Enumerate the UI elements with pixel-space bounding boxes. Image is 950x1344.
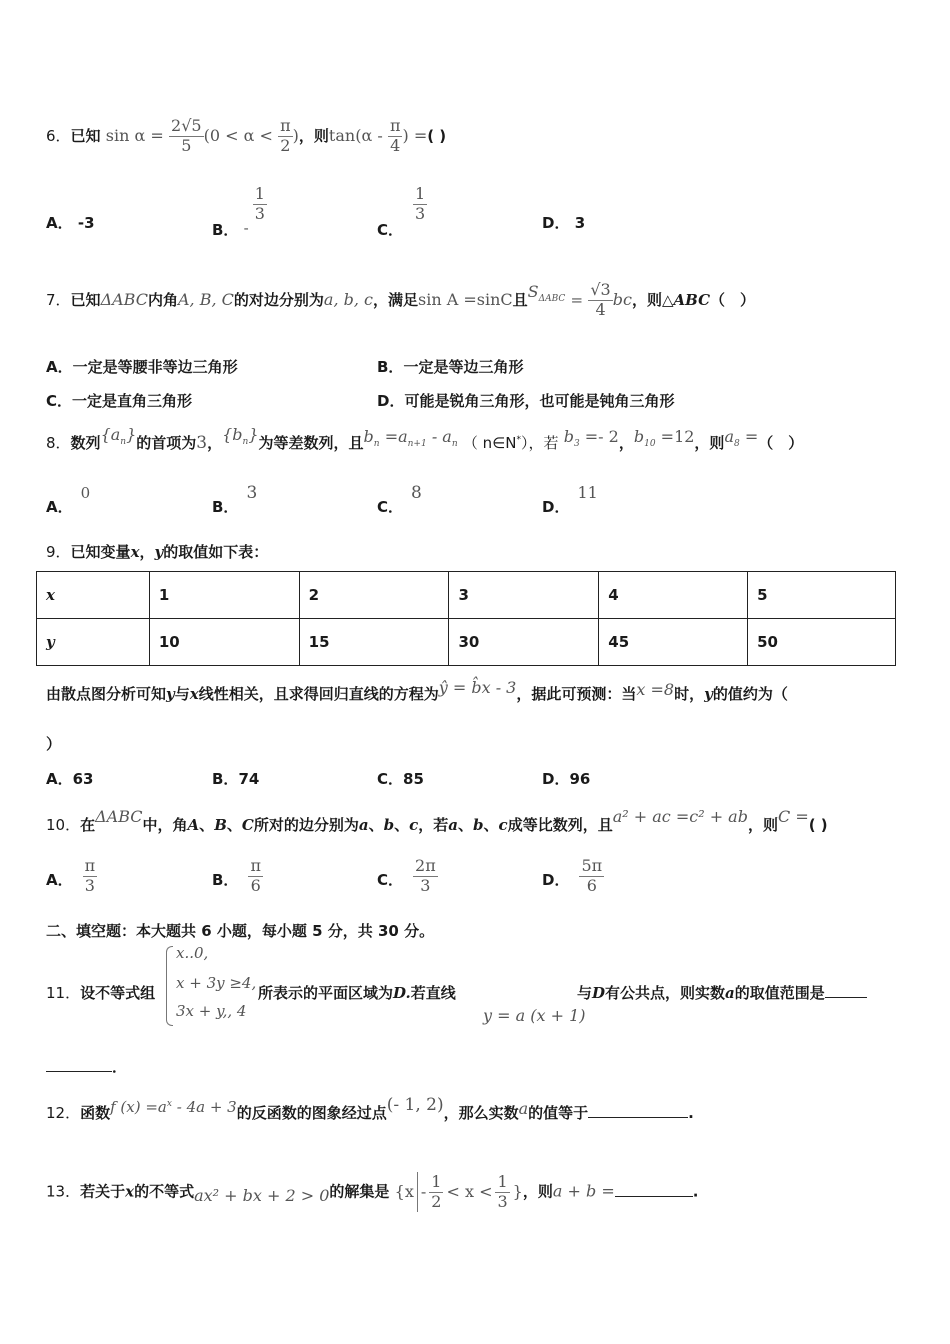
q6-condition-close: ) — [292, 125, 299, 145]
q12-point: (- 1, 2) — [386, 1095, 444, 1115]
q7-lead: 已知 — [70, 290, 101, 309]
q8-rel-minus: - a — [431, 427, 452, 446]
q10-lead: 在 — [80, 816, 96, 834]
q10-text-4: 成等比数列，且 — [507, 816, 613, 834]
q8-rel-sub2: n — [451, 439, 458, 450]
q6-option-b-den: 3 — [254, 203, 265, 223]
q7-option-c-text: 一定是直角三角形 — [72, 392, 193, 410]
q10-dun-6: 、 — [483, 816, 499, 834]
q9-s1: 由散点图分析可知 — [46, 685, 167, 703]
q6-frac-den: 5 — [181, 135, 192, 155]
q11-ineq-3: 3x + y,, 4 — [176, 1002, 247, 1020]
q10-angle-c: C — [241, 816, 254, 834]
table-cell: 1 — [149, 572, 299, 619]
q11-end: ． — [112, 1058, 128, 1076]
q11-ineq-2: x + 3y ≥4, — [176, 974, 257, 992]
q6-option-a-value: -3 — [77, 214, 95, 232]
q10-angle-a: A — [187, 816, 200, 834]
q12-number: 12． — [46, 1104, 81, 1122]
q7-area-bc: bc — [612, 289, 632, 309]
q10-text-2: 所对的边分别为 — [253, 816, 359, 834]
q10-dun-2: 、 — [226, 816, 242, 834]
q8-b3-symbol: b — [563, 427, 574, 446]
q9-option-a-label: A． — [46, 770, 73, 788]
q8-condition — [463, 434, 559, 452]
q8-text-3: 为等差数列，且 — [258, 434, 364, 452]
q6-comma: ，则 — [298, 126, 329, 145]
q8-first-term: 3 — [196, 433, 208, 453]
q13-end: . — [692, 1182, 699, 1201]
q9-option-d[interactable] — [542, 768, 590, 789]
q9-close-paren: ） — [46, 735, 62, 753]
q9-table-body — [37, 572, 896, 666]
q13-set-open: {x — [394, 1181, 414, 1201]
q8-rel-eq: =a — [384, 427, 408, 446]
q9-number: 9． — [46, 543, 71, 561]
q7-sine-equation: sin A =sinC — [418, 289, 513, 309]
q8-seq-b-symbol: {b — [222, 425, 243, 444]
q10-side-c-2: c — [498, 816, 508, 834]
q10-dun-1: 、 — [199, 816, 215, 834]
q10-option-b[interactable] — [212, 858, 263, 895]
q8-b3-value: =- 2 — [584, 427, 619, 446]
q9-option-a[interactable] — [46, 768, 93, 789]
q8-rel-b-sub: n — [373, 439, 380, 450]
q6-tan-expr: tan(α - — [328, 125, 383, 145]
q10-option-b-num: π — [250, 856, 261, 875]
q6-option-c-label: C． — [377, 220, 404, 239]
question-13 — [46, 1172, 698, 1212]
q13-lead: 若关于 — [80, 1182, 126, 1201]
q6-option-d-value: 3 — [574, 214, 586, 232]
q13-frac-1-num: 1 — [431, 1171, 442, 1191]
q9-lead: 已知变量 — [70, 543, 131, 561]
q8-rel-b: b — [363, 427, 374, 446]
q13-frac-1 — [429, 1171, 443, 1211]
q11-region-d: D. — [393, 984, 411, 1002]
q7-area-equals: = — [570, 290, 584, 309]
q6-option-b-fraction — [253, 186, 267, 223]
q8-text-1: 的首项为 — [136, 434, 197, 452]
q7-triangle: ΔABC — [100, 289, 148, 309]
q13-text-1: 的不等式 — [134, 1182, 195, 1201]
q9-option-a-value: 63 — [72, 770, 94, 788]
q11-left-brace — [166, 946, 173, 1026]
q8-option-a-label: A． — [46, 498, 73, 516]
q6-option-d[interactable] — [542, 212, 585, 233]
q7-option-c[interactable] — [46, 390, 192, 411]
q10-dun-3: 、 — [368, 816, 384, 834]
q7-option-a-text: 一定是等腰非等边三角形 — [72, 358, 238, 376]
q9-x-value: x =8 — [636, 680, 675, 699]
q10-option-a-num: π — [84, 856, 96, 875]
q9-s-y2: y — [704, 685, 713, 703]
q7-text-1: 内角 — [147, 290, 178, 309]
q7-text-5: ，则△ — [631, 290, 674, 309]
q8-option-d-label: D． — [542, 498, 570, 516]
q8-b10-symbol: b — [633, 427, 645, 446]
q10-side-a: a — [358, 816, 369, 834]
q10-side-b-2: b — [473, 816, 484, 834]
q6-tan-num: π — [389, 116, 401, 135]
q11-lead: 设不等式组 — [80, 984, 156, 1002]
q13-solution-set — [394, 1171, 523, 1211]
table-cell: 45 — [599, 619, 748, 666]
q11-number: 11． — [46, 984, 81, 1002]
q11-ineq-1: x..0, — [176, 944, 209, 962]
q10-dun-4: 、 — [394, 816, 410, 834]
q8-rel-sub1: n+1 — [407, 439, 427, 450]
q6-condition-open: (0 < α < — [203, 125, 273, 145]
q6-pi-num: π — [280, 116, 291, 135]
q11-text-part-1 — [258, 982, 456, 1003]
q12-var-a: a — [518, 1099, 529, 1118]
q9-s2: 与 — [174, 685, 190, 703]
q8-separator: ， — [618, 434, 634, 452]
q11-region-d-2: D — [592, 984, 606, 1002]
q6-option-a-label: A． — [46, 214, 73, 232]
q8-option-c-value: 8 — [411, 483, 422, 503]
q6-option-a[interactable] — [46, 212, 95, 233]
q9-option-b-label: B． — [212, 770, 239, 788]
q7-triangle-bold: ABC — [673, 290, 711, 309]
q11-var-a: a — [725, 984, 735, 1002]
question-8 — [46, 425, 804, 455]
q11-text-1: 所表示的平面区域为 — [258, 984, 394, 1002]
question-7 — [46, 282, 755, 319]
q9-option-d-label: D． — [542, 770, 570, 788]
q8-cond-text: （ n∈N — [462, 434, 517, 452]
q6-option-c-num: 1 — [415, 184, 426, 203]
table-cell: 4 — [599, 572, 748, 619]
q10-angle-b: B — [214, 816, 227, 834]
q6-sin-lhs: sin α = — [105, 125, 164, 145]
q9-s3: 线性相关，且求得回归直线的方程为 — [198, 685, 439, 703]
q7-option-d-label: D． — [377, 392, 405, 410]
q6-tan-close: ) = — [402, 125, 428, 145]
q6-option-b-num: 1 — [254, 184, 265, 203]
q6-answer-paren: ( ) — [427, 126, 447, 145]
q13-number: 13． — [46, 1182, 81, 1201]
q8-option-a-value: 0 — [80, 484, 91, 502]
q10-option-c-label: C． — [377, 870, 404, 889]
q9-values-table — [36, 571, 896, 666]
q9-regression-equation: ŷ = b̂x - 3 — [438, 678, 517, 697]
q8-option-b-value: 3 — [246, 483, 258, 503]
q8-cond-sup: * — [516, 435, 521, 445]
q13-answer-blank[interactable] — [615, 1196, 693, 1197]
q12-answer-blank[interactable] — [588, 1117, 688, 1118]
q9-option-c[interactable] — [377, 768, 424, 789]
q10-side-c: c — [409, 816, 419, 834]
q8-seq-a — [100, 425, 137, 448]
q11-text-3: 与 — [577, 984, 593, 1002]
q13-text-2: 的解集是 — [329, 1182, 390, 1201]
q8-option-c-label: C． — [377, 498, 404, 516]
q7-area — [527, 281, 566, 304]
q10-option-b-den: 6 — [250, 875, 261, 895]
table-cell: 3 — [449, 572, 599, 619]
q7-area-num: √3 — [590, 280, 611, 299]
q7-text-3: ，满足 — [373, 290, 419, 309]
q13-sum-expression: a + b = — [552, 1181, 615, 1201]
q8-number: 8． — [46, 434, 71, 452]
q13-set-close: } — [512, 1181, 523, 1201]
q6-pi-den: 2 — [280, 135, 291, 155]
q7-text-4: 且 — [512, 290, 528, 309]
q8-option-b[interactable] — [212, 482, 258, 516]
q6-option-c-den: 3 — [415, 203, 426, 223]
q12-text-3: 的值等于 — [528, 1104, 589, 1122]
q8-answer-paren: （ ） — [758, 434, 804, 452]
q13-set-bar — [417, 1172, 418, 1212]
q6-tan-fraction — [388, 118, 403, 155]
q8-b3 — [563, 427, 619, 450]
table-row — [37, 572, 896, 619]
q11-text-4: 有公共点，则实数 — [605, 984, 726, 1002]
q12-function-exp: x — [166, 1099, 172, 1109]
q8-seq-b-close: } — [248, 425, 259, 444]
table-cell: 5 — [748, 572, 896, 619]
q6-frac-num: 2√5 — [171, 116, 202, 135]
q8-option-b-label: B． — [212, 498, 239, 516]
q10-option-c-num: 2π — [415, 856, 436, 875]
table-cell: 50 — [748, 619, 896, 666]
q10-option-a[interactable] — [46, 858, 97, 895]
q9-statement — [46, 678, 788, 704]
q9-option-c-value: 85 — [403, 770, 424, 788]
q7-option-b-text: 一定是等边三角形 — [403, 358, 524, 376]
q8-text-2: ， — [207, 434, 223, 452]
q10-equation: a² + ac =c² + ab — [612, 807, 748, 826]
q6-value-fraction — [169, 118, 204, 155]
table-row-header: y — [37, 619, 150, 666]
q12-function-base: f (x) =a — [110, 1098, 167, 1116]
q7-option-c-label: C． — [46, 392, 73, 410]
q10-side-b: b — [383, 816, 395, 834]
q13-set-mid: < x < — [446, 1181, 493, 1201]
q8-b10-value: =12 — [660, 427, 695, 446]
q8-seq-a-symbol: {a — [100, 425, 121, 444]
q10-dun-5: 、 — [458, 816, 474, 834]
q6-number: 6． — [46, 126, 71, 145]
q11-answer-blank-1[interactable] — [825, 997, 867, 998]
q8-option-d-value: 11 — [577, 483, 598, 502]
q9-tail: 的取值如下表： — [163, 543, 269, 561]
q9-var-x: x — [130, 543, 140, 561]
q10-c-equals: C = — [777, 807, 809, 826]
q13-frac-1-den: 2 — [431, 1191, 442, 1211]
q11-line-equation: y = a (x + 1) — [483, 1006, 586, 1025]
q9-option-c-label: C． — [377, 770, 404, 788]
q7-number: 7． — [46, 290, 71, 309]
q12-text-1: 的反函数的图象经过点 — [236, 1104, 387, 1122]
q6-option-b[interactable] — [212, 184, 267, 239]
q13-inequality: ax² + bx + 2 > 0 — [194, 1185, 330, 1205]
q11-text-2: 若直线 — [410, 984, 456, 1002]
q6-pi-fraction — [278, 118, 293, 155]
q11-text-5: 的取值范围是 — [734, 984, 825, 1002]
q9-var-y: y — [154, 543, 164, 561]
q8-a8-symbol: a — [724, 427, 734, 446]
q10-option-a-label: A． — [46, 870, 73, 889]
q8-option-d[interactable] — [542, 482, 598, 516]
q10-text-1: 中，角 — [142, 816, 188, 834]
q11-answer-blank-2[interactable] — [46, 1057, 112, 1072]
q9-s-y: y — [166, 685, 175, 703]
q8-a8-equals: = — [744, 427, 759, 446]
q10-option-d[interactable] — [542, 858, 604, 895]
q13-frac-2-den: 3 — [497, 1191, 508, 1211]
q8-b10 — [633, 427, 695, 450]
question-11 — [46, 982, 155, 1003]
q13-var-x: x — [125, 1182, 135, 1201]
q8-seq-b — [222, 425, 259, 448]
q9-s-x: x — [189, 685, 199, 703]
q7-area-fraction — [588, 282, 612, 319]
table-row — [37, 619, 896, 666]
q7-option-b-label: B． — [377, 358, 404, 376]
q9-s5: 时， — [674, 685, 705, 703]
q10-option-c[interactable] — [377, 858, 438, 895]
q10-side-a-2: a — [448, 816, 459, 834]
q12-text-2: ，那么实数 — [443, 1104, 519, 1122]
table-cell: 10 — [149, 619, 299, 666]
question-9 — [46, 541, 268, 562]
q7-area-den: 4 — [595, 299, 606, 319]
table-cell: 15 — [299, 619, 449, 666]
q10-option-d-num: 5π — [581, 856, 603, 875]
q12-lead: 函数 — [80, 1104, 111, 1122]
q10-triangle: ΔABC — [95, 807, 143, 826]
q7-option-d[interactable] — [377, 390, 674, 411]
q8-b3-sub: 3 — [573, 439, 580, 450]
question-6 — [46, 118, 446, 155]
q10-answer-paren: ( ) — [808, 816, 828, 834]
q12-end: . — [688, 1104, 694, 1122]
q10-text-3: ，若 — [418, 816, 449, 834]
q12-function — [110, 1098, 237, 1116]
q8-lead: 数列 — [70, 434, 101, 452]
q9-comma: ， — [139, 543, 155, 561]
q8-seq-b-sub: n — [242, 437, 249, 448]
q8-option-a[interactable] — [46, 482, 91, 516]
q10-option-b-fraction — [248, 858, 263, 895]
q6-option-c-fraction — [413, 186, 427, 223]
q9-s6: 的值约为（ — [712, 685, 788, 703]
q8-seq-a-close: } — [126, 425, 137, 444]
q13-frac-2-num: 1 — [497, 1171, 508, 1191]
q6-option-d-label: D． — [542, 214, 570, 232]
q8-a8-sub: 8 — [733, 439, 740, 450]
table-row-header: x — [37, 572, 150, 619]
q6-option-b-minus: - — [243, 218, 249, 237]
q7-area-subscript: ΔABC — [538, 293, 566, 304]
q7-option-d-text: 可能是锐角三角形，也可能是钝角三角形 — [404, 392, 675, 410]
q10-text-5: ，则 — [747, 816, 778, 834]
table-cell: 2 — [299, 572, 449, 619]
q8-relation — [363, 427, 458, 450]
q9-option-d-value: 96 — [569, 770, 591, 788]
q7-angles: A, B, C — [177, 289, 234, 309]
q13-set-minus: - — [420, 1181, 427, 1201]
q13-frac-2 — [495, 1171, 509, 1211]
q8-a8 — [724, 427, 759, 450]
q11-inequality-system — [166, 944, 258, 1026]
section-2-heading: 二、填空题：本大题共 6 小题，每小题 5 分，共 30 分。 — [46, 922, 435, 940]
q8-b10-sub: 10 — [644, 439, 656, 450]
q7-sides: a, b, c — [323, 289, 373, 309]
q6-option-b-label: B． — [212, 220, 239, 239]
q7-option-a-label: A． — [46, 358, 73, 376]
q10-option-c-den: 3 — [420, 875, 431, 895]
q7-answer-paren: （ ） — [710, 290, 756, 309]
q7-area-symbol: S — [527, 281, 539, 301]
q11-answer-line-2 — [46, 1056, 127, 1077]
q11-text-part-2 — [577, 982, 867, 1003]
q8-cond-close: ），若 — [520, 434, 559, 452]
q8-option-c[interactable] — [377, 482, 422, 516]
q6-lead: 已知 — [70, 126, 101, 145]
q10-option-d-label: D． — [542, 870, 570, 889]
q8-text-4: ，则 — [694, 434, 725, 452]
q10-number: 10． — [46, 816, 81, 834]
q10-option-d-den: 6 — [586, 875, 597, 895]
q6-tan-den: 4 — [390, 135, 401, 155]
q9-s4: ，据此可预测：当 — [516, 685, 637, 703]
q10-option-a-den: 3 — [84, 875, 95, 895]
question-12 — [46, 1095, 694, 1123]
q10-option-d-fraction — [579, 858, 604, 895]
q7-text-2: 的对边分别为 — [233, 290, 324, 309]
q7-option-a[interactable] — [46, 356, 238, 377]
q8-seq-a-sub: n — [120, 437, 127, 448]
q9-option-b[interactable] — [212, 768, 259, 789]
q10-option-c-fraction — [413, 858, 438, 895]
q6-option-c[interactable] — [377, 184, 427, 239]
q10-option-b-label: B． — [212, 870, 239, 889]
question-10 — [46, 807, 828, 835]
q9-option-b-value: 74 — [238, 770, 260, 788]
q7-option-b[interactable] — [377, 356, 523, 377]
q10-option-a-fraction — [83, 858, 98, 895]
q13-text-3: ，则 — [522, 1182, 553, 1201]
table-cell: 30 — [449, 619, 599, 666]
q12-function-tail: - 4a + 3 — [176, 1098, 237, 1116]
